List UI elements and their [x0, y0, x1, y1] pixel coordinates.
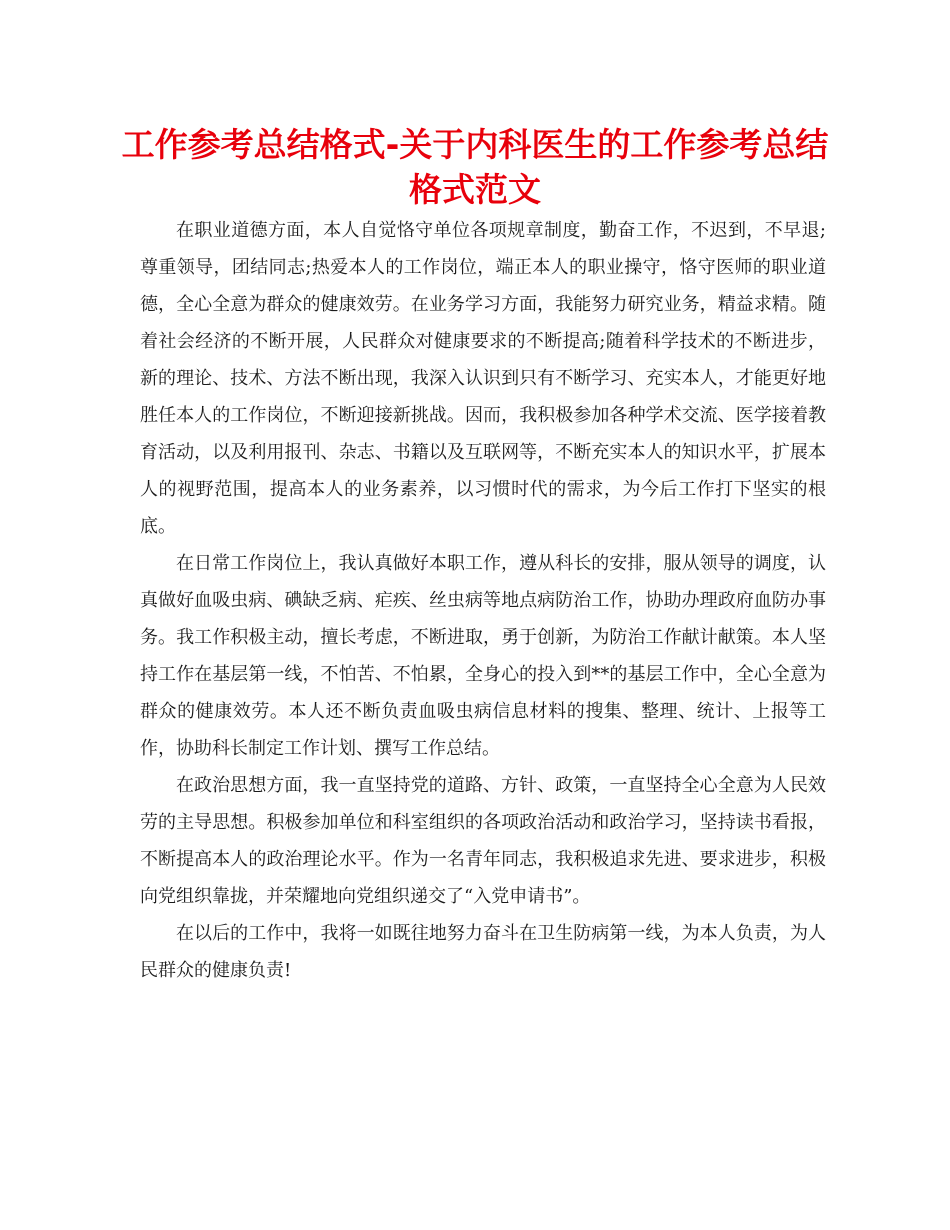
paragraph-political-thought: 在政治思想方面，我一直坚持党的道路、方针、政策，一直坚持全心全意为人民效劳的主导思想。积极参加单位和科室组织的各项政治活动和政治学习，坚持读书看报，不断提高本人的政治理论水平。作为一名青年同志，我积极追求先进、要求进步，积极向党组织靠拢，并荣耀地向党组织递交了“入党申请书”。 — [140, 775, 826, 907]
paragraph-daily-work: 在日常工作岗位上，我认真做好本职工作，遵从科长的安排，服从领导的调度，认真做好血吸虫病、碘缺乏病、疟疾、丝虫病等地点病防治工作，协助办理政府血防办事务。我工作积极主动，擅长考虑，不断进取，勇于创新，为防治工作献计献策。本人坚持工作在基层第一线，不怕苦、不怕累，全身心的投入到**的基层工作中，全心全意为群众的健康效劳。本人还不断负责血吸虫病信息材料的搜集、整理、统计、上报等工作，协助科长制定工作计划、撰写工作总结。 — [140, 553, 826, 759]
paragraph-professional-ethics: 在职业道德方面，本人自觉恪守单位各项规章制度，勤奋工作，不迟到，不早退;尊重领导，团结同志;热爱本人的工作岗位，端正本人的职业操守，恪守医师的职业道德，全心全意为群众的健康效劳。在业务学习方面，我能努力研究业务，精益求精。随着社会经济的不断开展，人民群众对健康要求的不断提高;随着科学技术的不断进步，新的理论、技术、方法不断出现，我深入认识到只有不断学习、充实本人，才能更好地胜任本人的工作岗位，不断迎接新挑战。因而，我积极参加各种学术交流、医学接着教育活动，以及利用报刊、杂志、书籍以及互联网等，不断充实本人的知识水平，扩展本人的视野范围，提高本人的业务素养，以习惯时代的需求，为今后工作打下坚实的根底。 — [140, 220, 826, 537]
paragraph-future-work: 在以后的工作中，我将一如既往地努力奋斗在卫生防病第一线，为本人负责，为人民群众的健康负责! — [140, 923, 826, 981]
document-body — [140, 212, 826, 989]
document-title: 工作参考总结格式-关于内科医生的工作参考总结格式范文 — [121, 125, 829, 209]
